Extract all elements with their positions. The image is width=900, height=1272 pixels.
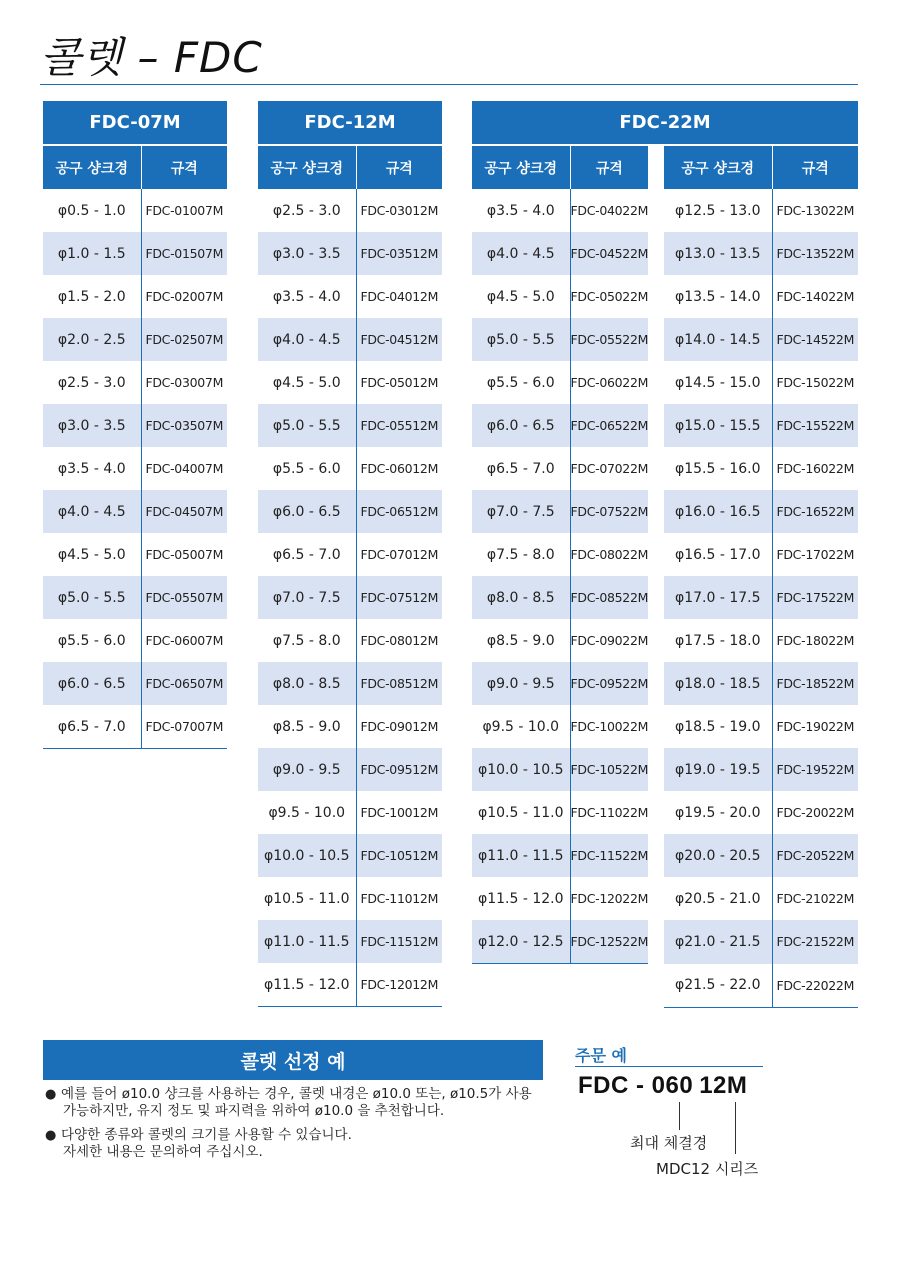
- model-code-cell: FDC-05022M: [570, 289, 649, 304]
- model-code-cell: FDC-01507M: [141, 232, 227, 275]
- order-example-title: 주문 예: [575, 1046, 627, 1065]
- table-row: [472, 275, 858, 318]
- shank-range-cell: φ16.5 - 17.0: [656, 533, 772, 576]
- shank-range-cell: φ3.0 - 3.5: [258, 232, 356, 275]
- model-code-cell: FDC-15022M: [776, 375, 855, 390]
- shank-range-cell: φ0.5 - 1.0: [43, 189, 141, 232]
- model-code-cell: FDC-05007M: [145, 547, 224, 562]
- shank-range-cell: φ19.5 - 20.0: [656, 791, 772, 834]
- label-series: MDC12 시리즈: [656, 1160, 759, 1178]
- spec-column-header: 규격: [772, 145, 858, 189]
- table-row: [472, 490, 858, 533]
- table-row: [258, 275, 442, 318]
- shank-range-cell: φ14.0 - 14.5: [656, 318, 772, 361]
- table-row: [472, 576, 858, 619]
- order-divider: [575, 1066, 763, 1067]
- shank-range-cell: φ13.5 - 14.0: [656, 275, 772, 318]
- shank-range-cell: φ17.0 - 17.5: [656, 576, 772, 619]
- series-header: FDC-12M: [258, 101, 442, 145]
- shank-range-cell: φ9.0 - 9.5: [472, 662, 570, 705]
- shank-range-cell: φ7.0 - 7.5: [258, 576, 356, 619]
- table-row: [472, 662, 858, 705]
- table-row: [472, 318, 858, 361]
- shank-column-header: 공구 샹크경: [472, 145, 570, 189]
- model-code-cell: FDC-08522M: [570, 576, 656, 619]
- model-code-cell: FDC-11012M: [360, 891, 439, 906]
- shank-range-cell: φ4.5 - 5.0: [472, 275, 570, 318]
- model-code-cell: FDC-06512M: [356, 490, 442, 533]
- model-code-cell: FDC-14022M: [776, 289, 855, 304]
- model-code-cell: FDC-03007M: [145, 375, 224, 390]
- shank-range-cell: φ3.0 - 3.5: [43, 404, 141, 447]
- table-fdc-07m: [43, 101, 227, 749]
- table-row: [43, 619, 227, 662]
- shank-range-cell: φ4.5 - 5.0: [43, 533, 141, 576]
- table-row: [43, 318, 227, 361]
- shank-range-cell: φ7.5 - 8.0: [258, 619, 356, 662]
- table-row: [43, 576, 227, 619]
- model-code-cell: FDC-14522M: [772, 318, 858, 361]
- shank-range-cell: φ6.5 - 7.0: [43, 705, 141, 749]
- model-code-cell: FDC-05522M: [570, 318, 656, 361]
- shank-range-cell: φ3.5 - 4.0: [258, 275, 356, 318]
- model-code-cell: FDC-01007M: [145, 203, 224, 218]
- shank-range-cell: φ5.0 - 5.5: [258, 404, 356, 447]
- shank-column-header: 공구 샹크경: [258, 145, 356, 189]
- shank-range-cell: φ5.0 - 5.5: [472, 318, 570, 361]
- shank-range-cell: φ10.5 - 11.0: [472, 791, 570, 834]
- order-code: [578, 1072, 747, 1100]
- model-code-cell: FDC-12022M: [570, 891, 649, 906]
- shank-range-cell: φ12.0 - 12.5: [472, 920, 570, 964]
- model-code-cell: FDC-09512M: [356, 748, 442, 791]
- model-code-cell: FDC-05012M: [360, 375, 439, 390]
- table-row: [258, 619, 442, 662]
- table-row: [472, 964, 858, 1008]
- model-code-cell: FDC-06012M: [360, 461, 439, 476]
- model-code-cell: FDC-22022M: [772, 964, 858, 1008]
- table-row: [258, 318, 442, 361]
- table-row: [472, 619, 858, 662]
- table-row: [258, 834, 442, 877]
- model-code-cell: FDC-06522M: [570, 404, 656, 447]
- shank-range-cell: φ6.5 - 7.0: [258, 533, 356, 576]
- model-code-cell: FDC-07512M: [356, 576, 442, 619]
- shank-range-cell: φ8.0 - 8.5: [258, 662, 356, 705]
- table-row: [258, 705, 442, 748]
- table-row: [43, 705, 227, 749]
- model-code-cell: FDC-18022M: [776, 633, 855, 648]
- table-row: [43, 533, 227, 576]
- model-code-cell: FDC-18522M: [772, 662, 858, 705]
- model-code-cell: FDC-04022M: [570, 203, 649, 218]
- table-row: [258, 232, 442, 275]
- table-row: [472, 920, 858, 964]
- shank-range-cell: φ15.5 - 16.0: [656, 447, 772, 490]
- model-code-cell: FDC-12012M: [356, 963, 442, 1007]
- model-code-cell: FDC-08012M: [360, 633, 439, 648]
- model-code-cell: FDC-15522M: [772, 404, 858, 447]
- shank-range-cell: φ16.0 - 16.5: [656, 490, 772, 533]
- series-header: FDC-07M: [43, 101, 227, 145]
- shank-range-cell: φ2.5 - 3.0: [43, 361, 141, 404]
- model-code-cell: FDC-20522M: [772, 834, 858, 877]
- shank-range-cell: φ1.0 - 1.5: [43, 232, 141, 275]
- table-row: [258, 748, 442, 791]
- shank-range-cell: φ10.0 - 10.5: [472, 748, 570, 791]
- model-code-cell: FDC-03012M: [360, 203, 439, 218]
- model-code-cell: FDC-07522M: [570, 490, 656, 533]
- model-code-cell: FDC-08022M: [570, 547, 649, 562]
- shank-range-cell: φ6.0 - 6.5: [472, 404, 570, 447]
- shank-column-header: 공구 샹크경: [656, 145, 772, 189]
- order-code-prefix: FDC - 060: [578, 1072, 694, 1099]
- model-code-cell: FDC-21022M: [776, 891, 855, 906]
- shank-range-cell: φ2.5 - 3.0: [258, 189, 356, 232]
- spec-column-header: 규격: [141, 145, 227, 189]
- table-row: [43, 361, 227, 404]
- table-row: [472, 705, 858, 748]
- model-code-cell: FDC-07012M: [360, 547, 439, 562]
- shank-range-cell: φ4.5 - 5.0: [258, 361, 356, 404]
- empty-cell: [472, 964, 570, 1008]
- shank-range-cell: φ17.5 - 18.0: [656, 619, 772, 662]
- shank-range-cell: φ6.0 - 6.5: [258, 490, 356, 533]
- shank-range-cell: φ3.5 - 4.0: [472, 189, 570, 232]
- shank-range-cell: φ9.0 - 9.5: [258, 748, 356, 791]
- shank-range-cell: φ4.0 - 4.5: [472, 232, 570, 275]
- shank-range-cell: φ5.5 - 6.0: [472, 361, 570, 404]
- shank-range-cell: φ5.0 - 5.5: [43, 576, 141, 619]
- shank-range-cell: φ6.0 - 6.5: [43, 662, 141, 705]
- shank-range-cell: φ9.5 - 10.0: [472, 705, 570, 748]
- shank-range-cell: φ7.5 - 8.0: [472, 533, 570, 576]
- shank-column-header: 공구 샹크경: [43, 145, 141, 189]
- shank-range-cell: φ12.5 - 13.0: [656, 189, 772, 232]
- shank-range-cell: φ18.5 - 19.0: [656, 705, 772, 748]
- table-row: [43, 232, 227, 275]
- model-code-cell: FDC-12522M: [570, 920, 656, 964]
- model-code-cell: FDC-07022M: [570, 461, 649, 476]
- model-code-cell: FDC-19022M: [776, 719, 855, 734]
- model-code-cell: FDC-05507M: [141, 576, 227, 619]
- table-row: [472, 533, 858, 576]
- table-row: [472, 791, 858, 834]
- model-code-cell: FDC-07007M: [141, 705, 227, 749]
- table-row: [258, 576, 442, 619]
- model-code-cell: FDC-06507M: [141, 662, 227, 705]
- table-row: [472, 834, 858, 877]
- shank-range-cell: φ4.0 - 4.5: [258, 318, 356, 361]
- table-row: [472, 404, 858, 447]
- spec-column-header: 규격: [570, 145, 656, 189]
- shank-range-cell: φ5.5 - 6.0: [258, 447, 356, 490]
- shank-range-cell: φ10.0 - 10.5: [258, 834, 356, 877]
- shank-range-cell: φ4.0 - 4.5: [43, 490, 141, 533]
- table-row: [472, 877, 858, 920]
- table-row: [472, 447, 858, 490]
- model-code-cell: FDC-19522M: [772, 748, 858, 791]
- model-code-cell: FDC-13022M: [776, 203, 855, 218]
- table-fdc-22m: [472, 101, 858, 1008]
- shank-range-cell: φ18.0 - 18.5: [656, 662, 772, 705]
- size-pointer-line: [679, 1102, 680, 1130]
- table-row: [258, 404, 442, 447]
- table-row: [258, 877, 442, 920]
- table-row: [43, 189, 227, 232]
- model-code-cell: FDC-03507M: [141, 404, 227, 447]
- model-code-cell: FDC-10522M: [570, 748, 656, 791]
- model-code-cell: FDC-04512M: [356, 318, 442, 361]
- model-code-cell: FDC-11512M: [356, 920, 442, 963]
- model-code-cell: FDC-13522M: [772, 232, 858, 275]
- title-divider: [40, 84, 858, 85]
- shank-range-cell: φ11.5 - 12.0: [472, 877, 570, 920]
- spec-column-header: 규격: [356, 145, 442, 189]
- model-code-cell: FDC-20022M: [776, 805, 855, 820]
- shank-range-cell: φ6.5 - 7.0: [472, 447, 570, 490]
- model-code-cell: FDC-17022M: [776, 547, 855, 562]
- table-row: [258, 920, 442, 963]
- table-fdc-12m: [258, 101, 442, 1007]
- shank-range-cell: φ21.0 - 21.5: [656, 920, 772, 964]
- bullet-icon: ●: [45, 1128, 57, 1143]
- series-pointer-line: [735, 1102, 736, 1154]
- shank-range-cell: φ13.0 - 13.5: [656, 232, 772, 275]
- model-code-cell: FDC-04007M: [145, 461, 224, 476]
- label-max-clamp-size: 최대 체결경: [630, 1134, 708, 1152]
- model-code-cell: FDC-08512M: [356, 662, 442, 705]
- series-header: FDC-22M: [472, 101, 858, 145]
- model-code-cell: FDC-06022M: [570, 375, 649, 390]
- model-code-cell: FDC-16522M: [772, 490, 858, 533]
- table-row: [43, 404, 227, 447]
- model-code-cell: FDC-11022M: [570, 805, 649, 820]
- model-code-cell: FDC-11522M: [570, 834, 656, 877]
- model-code-cell: FDC-10512M: [356, 834, 442, 877]
- table-row: [43, 275, 227, 318]
- shank-range-cell: φ7.0 - 7.5: [472, 490, 570, 533]
- model-code-cell: FDC-21522M: [772, 920, 858, 964]
- table-row: [43, 662, 227, 705]
- model-code-cell: FDC-03512M: [356, 232, 442, 275]
- model-code-cell: FDC-04507M: [141, 490, 227, 533]
- shank-range-cell: φ14.5 - 15.0: [656, 361, 772, 404]
- bullet-icon: ●: [45, 1087, 57, 1102]
- table-row: [258, 662, 442, 705]
- model-code-cell: FDC-05512M: [356, 404, 442, 447]
- selection-note-2: ● 다양한 종류와 콜렛의 크기를 사용할 수 있습니다. 자세한 내용은 문의하여 주십시오.: [45, 1127, 352, 1160]
- model-code-cell: FDC-09522M: [570, 662, 656, 705]
- shank-range-cell: φ10.5 - 11.0: [258, 877, 356, 920]
- model-code-cell: FDC-02007M: [145, 289, 224, 304]
- page-title: 콜렛 – FDC: [40, 33, 263, 82]
- shank-range-cell: φ5.5 - 6.0: [43, 619, 141, 662]
- shank-range-cell: φ8.0 - 8.5: [472, 576, 570, 619]
- shank-range-cell: φ11.0 - 11.5: [472, 834, 570, 877]
- table-row: [258, 963, 442, 1007]
- shank-range-cell: φ19.0 - 19.5: [656, 748, 772, 791]
- model-code-cell: FDC-02507M: [141, 318, 227, 361]
- table-row: [258, 533, 442, 576]
- shank-range-cell: φ9.5 - 10.0: [258, 791, 356, 834]
- selection-example-title: 콜렛 선정 예: [43, 1040, 543, 1080]
- shank-range-cell: φ11.5 - 12.0: [258, 963, 356, 1007]
- table-row: [472, 189, 858, 232]
- shank-range-cell: φ8.5 - 9.0: [258, 705, 356, 748]
- shank-range-cell: φ20.0 - 20.5: [656, 834, 772, 877]
- selection-note-1: ● 예를 들어 ø10.0 샹크를 사용하는 경우, 콜렛 내경은 ø10.0 또는, ø10.5가 사용 가능하지만, 유지 정도 및 파지력을 위하여 ø10.0 을 추천합니다.: [45, 1086, 532, 1119]
- table-row: [472, 232, 858, 275]
- table-row: [258, 189, 442, 232]
- model-code-cell: FDC-10012M: [360, 805, 439, 820]
- shank-range-cell: φ1.5 - 2.0: [43, 275, 141, 318]
- model-code-cell: FDC-04012M: [360, 289, 439, 304]
- empty-cell: [570, 964, 656, 1008]
- model-code-cell: FDC-06007M: [145, 633, 224, 648]
- model-code-cell: FDC-04522M: [570, 232, 656, 275]
- shank-range-cell: φ20.5 - 21.0: [656, 877, 772, 920]
- table-row: [43, 490, 227, 533]
- table-row: [258, 791, 442, 834]
- shank-range-cell: φ15.0 - 15.5: [656, 404, 772, 447]
- model-code-cell: FDC-09022M: [570, 633, 649, 648]
- shank-range-cell: φ21.5 - 22.0: [656, 964, 772, 1008]
- table-row: [472, 361, 858, 404]
- model-code-cell: FDC-10022M: [570, 719, 649, 734]
- order-code-suffix: 12M: [699, 1072, 748, 1099]
- shank-range-cell: φ3.5 - 4.0: [43, 447, 141, 490]
- shank-range-cell: φ11.0 - 11.5: [258, 920, 356, 963]
- model-code-cell: FDC-16022M: [776, 461, 855, 476]
- table-row: [258, 447, 442, 490]
- model-code-cell: FDC-17522M: [772, 576, 858, 619]
- table-row: [43, 447, 227, 490]
- model-code-cell: FDC-09012M: [360, 719, 439, 734]
- shank-range-cell: φ2.0 - 2.5: [43, 318, 141, 361]
- table-row: [472, 748, 858, 791]
- table-row: [258, 361, 442, 404]
- shank-range-cell: φ8.5 - 9.0: [472, 619, 570, 662]
- table-row: [258, 490, 442, 533]
